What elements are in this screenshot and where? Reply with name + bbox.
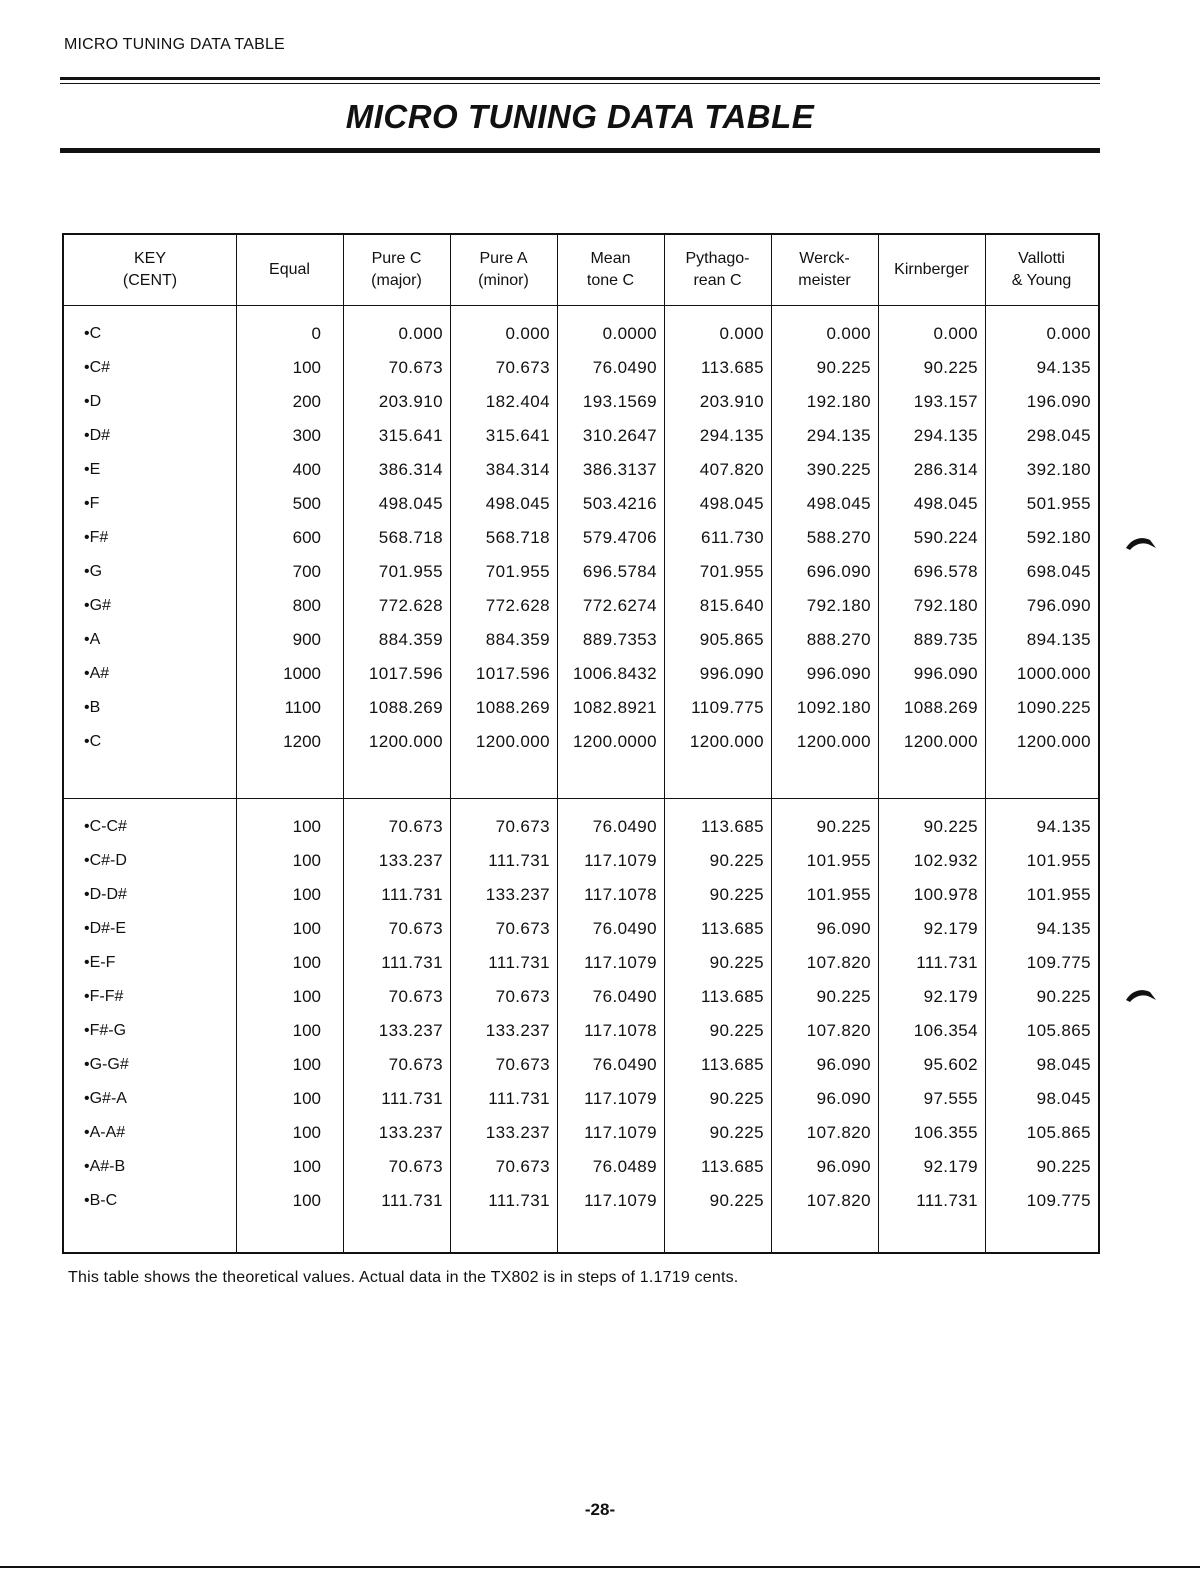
value-cell: 889.7353 [582,630,657,649]
value-cell: 70.673 [388,817,443,836]
value-cell: 111.731 [488,1191,550,1210]
value-cell: 996.090 [806,664,871,683]
value-cell: 815.640 [699,596,764,615]
table-row [64,1014,1098,1048]
value-cell: 90.225 [709,1089,764,1108]
value-cell: 772.6274 [582,596,657,615]
value-cell: 400 [292,460,321,479]
value-cell: 294.135 [806,426,871,445]
value-cell: 1200 [283,732,321,751]
table-footnote: This table shows the theoretical values. Actual data in the TX802 is in steps of 1.1719 cents. [68,1269,739,1286]
value-cell: 315.641 [485,426,550,445]
value-cell: 203.910 [699,392,764,411]
value-cell: 107.820 [806,953,871,972]
table-row [64,589,1098,623]
value-cell: 113.685 [701,987,764,1006]
value-cell: 1200.000 [1016,732,1091,751]
value-cell: 192.180 [806,392,871,411]
value-cell: 0.000 [719,324,764,343]
table-row [64,844,1098,878]
value-cell: 390.225 [806,460,871,479]
value-cell: 0.000 [1046,324,1091,343]
tuning-data-table [62,233,1100,1254]
value-cell: 1000.000 [1016,664,1091,683]
value-cell: 90.225 [709,1191,764,1210]
value-cell: 100 [292,1191,321,1210]
value-cell: 315.641 [378,426,443,445]
value-cell: 1200.000 [903,732,978,751]
value-cell: 70.673 [388,358,443,377]
value-cell: 90.225 [816,817,871,836]
value-cell: 97.555 [923,1089,978,1108]
value-cell: 100 [292,358,321,377]
key-cell: •F [84,495,100,512]
value-cell: 92.179 [923,919,978,938]
value-cell: 386.314 [378,460,443,479]
value-cell: 133.237 [485,1021,550,1040]
key-cell: •C [84,733,102,750]
value-cell: 94.135 [1036,919,1091,938]
value-cell: 117.1079 [584,953,657,972]
column-header: KEY (CENT) [122,250,178,289]
value-cell: 701.955 [378,562,443,581]
section-divider [64,798,1098,799]
value-cell: 70.673 [495,817,550,836]
value-cell: 76.0490 [592,1055,657,1074]
value-cell: 101.955 [1026,851,1091,870]
value-cell: 1109.775 [691,698,764,717]
value-cell: 193.157 [913,392,978,411]
value-cell: 107.820 [806,1123,871,1142]
value-cell: 96.090 [816,1157,871,1176]
value-cell: 1088.269 [903,698,978,717]
table-row [64,385,1098,419]
value-cell: 98.045 [1036,1089,1091,1108]
value-cell: 90.225 [1036,1157,1091,1176]
column-header: Vallotti & Young [1011,250,1072,289]
value-cell: 133.237 [378,851,443,870]
key-cell: •B-C [84,1192,118,1209]
value-cell: 90.225 [709,1021,764,1040]
value-cell: 94.135 [1036,817,1091,836]
value-cell: 772.628 [485,596,550,615]
value-cell: 1200.000 [368,732,443,751]
column-header: Pure A (minor) [478,250,529,289]
value-cell: 286.314 [913,460,978,479]
value-cell: 1017.596 [475,664,550,683]
value-cell: 107.820 [806,1191,871,1210]
value-cell: 294.135 [699,426,764,445]
column-header: Equal [269,261,310,279]
value-cell: 133.237 [378,1021,443,1040]
table-row [64,453,1098,487]
column-header: Kirnberger [894,261,969,279]
header-rule-thin [60,83,1100,84]
key-cell: •G# [84,597,111,614]
value-cell: 70.673 [495,358,550,377]
value-cell: 70.673 [388,1055,443,1074]
key-cell: •E [84,461,101,478]
value-cell: 503.4216 [582,494,657,513]
value-cell: 300 [292,426,321,445]
table-row [64,317,1098,351]
value-cell: 1200.0000 [573,732,657,751]
value-cell: 100 [292,987,321,1006]
value-cell: 100 [292,1055,321,1074]
value-cell: 70.673 [388,919,443,938]
table-row [64,351,1098,385]
value-cell: 109.775 [1026,953,1091,972]
value-cell: 95.602 [923,1055,978,1074]
margin-mark-icon [1124,986,1158,1004]
value-cell: 884.359 [378,630,443,649]
value-cell: 76.0489 [592,1157,657,1176]
table-row [64,1082,1098,1116]
page-number: -28- [584,1500,616,1519]
value-cell: 96.090 [816,1055,871,1074]
value-cell: 0.000 [398,324,443,343]
value-cell: 407.820 [699,460,764,479]
key-cell: •G [84,563,103,580]
value-cell: 113.685 [701,817,764,836]
key-cell: •F#-G [84,1022,127,1039]
value-cell: 70.673 [495,919,550,938]
key-cell: •A [84,631,101,648]
value-cell: 696.5784 [582,562,657,581]
value-cell: 498.045 [913,494,978,513]
value-cell: 1200.000 [475,732,550,751]
value-cell: 94.135 [1036,358,1091,377]
table-row [64,1150,1098,1184]
table-row [64,657,1098,691]
value-cell: 113.685 [701,1157,764,1176]
value-cell: 107.820 [806,1021,871,1040]
value-cell: 0.0000 [602,324,657,343]
value-cell: 100 [292,919,321,938]
key-cell: •A# [84,665,110,682]
value-cell: 133.237 [378,1123,443,1142]
key-cell: •D#-E [84,920,127,937]
value-cell: 133.237 [485,885,550,904]
key-cell: •C# [84,359,111,376]
value-cell: 600 [292,528,321,547]
value-cell: 90.225 [923,817,978,836]
value-cell: 200 [292,392,321,411]
value-cell: 100 [292,1089,321,1108]
value-cell: 92.179 [923,987,978,1006]
key-cell: •E-F [84,954,116,971]
value-cell: 0 [311,324,321,343]
value-cell: 111.731 [916,1191,978,1210]
value-cell: 100 [292,1157,321,1176]
value-cell: 579.4706 [582,528,657,547]
value-cell: 1006.8432 [573,664,657,683]
value-cell: 500 [292,494,321,513]
table-row [64,623,1098,657]
value-cell: 117.1079 [584,1089,657,1108]
value-cell: 76.0490 [592,358,657,377]
value-cell: 384.314 [485,460,550,479]
key-cell: •B [84,699,101,716]
value-cell: 501.955 [1026,494,1091,513]
value-cell: 701.955 [485,562,550,581]
value-cell: 90.225 [816,358,871,377]
value-cell: 772.628 [378,596,443,615]
table-row [64,555,1098,589]
value-cell: 996.090 [699,664,764,683]
value-cell: 76.0490 [592,919,657,938]
value-cell: 701.955 [699,562,764,581]
value-cell: 100 [292,1123,321,1142]
key-cell: •C [84,325,102,342]
value-cell: 796.090 [1026,596,1091,615]
value-cell: 117.1079 [584,851,657,870]
value-cell: 70.673 [388,1157,443,1176]
value-cell: 111.731 [381,885,443,904]
value-cell: 111.731 [381,953,443,972]
value-cell: 111.731 [488,851,550,870]
value-cell: 111.731 [488,953,550,972]
key-cell: •F# [84,529,109,546]
value-cell: 696.578 [913,562,978,581]
value-cell: 498.045 [806,494,871,513]
value-cell: 117.1079 [584,1191,657,1210]
value-cell: 100 [292,953,321,972]
key-cell: •A-A# [84,1124,126,1141]
value-cell: 905.865 [699,630,764,649]
key-cell: •D [84,393,102,410]
value-cell: 90.225 [816,987,871,1006]
value-cell: 90.225 [1036,987,1091,1006]
value-cell: 100 [292,851,321,870]
column-header: Werck- meister [798,250,851,289]
value-cell: 611.730 [701,528,764,547]
table-row [64,691,1098,725]
table-row [64,521,1098,555]
value-cell: 100.978 [913,885,978,904]
key-cell: •F-F# [84,988,124,1005]
page-title: MICRO TUNING DATA TABLE [345,98,815,135]
value-cell: 90.225 [709,953,764,972]
value-cell: 792.180 [913,596,978,615]
value-cell: 1092.180 [796,698,871,717]
key-cell: •C-C# [84,818,127,835]
table-row [64,725,1098,759]
value-cell: 100 [292,1021,321,1040]
value-cell: 70.673 [388,987,443,1006]
value-cell: 700 [292,562,321,581]
value-cell: 894.135 [1026,630,1091,649]
value-cell: 889.735 [913,630,978,649]
value-cell: 568.718 [485,528,550,547]
value-cell: 92.179 [923,1157,978,1176]
value-cell: 111.731 [381,1191,443,1210]
header-divider [64,305,1098,306]
value-cell: 182.404 [485,392,550,411]
value-cell: 1000 [283,664,321,683]
value-cell: 1090.225 [1016,698,1091,717]
value-cell: 498.045 [699,494,764,513]
table-row [64,419,1098,453]
value-cell: 101.955 [806,885,871,904]
table-row [64,878,1098,912]
value-cell: 76.0490 [592,987,657,1006]
value-cell: 888.270 [806,630,871,649]
value-cell: 498.045 [378,494,443,513]
value-cell: 792.180 [806,596,871,615]
value-cell: 588.270 [806,528,871,547]
value-cell: 1200.000 [796,732,871,751]
value-cell: 117.1079 [584,1123,657,1142]
value-cell: 900 [292,630,321,649]
value-cell: 106.355 [913,1123,978,1142]
key-cell: •G#-A [84,1090,127,1107]
value-cell: 298.045 [1026,426,1091,445]
column-header: Pythago- rean C [685,250,750,289]
value-cell: 117.1078 [584,885,657,904]
table-row [64,1116,1098,1150]
value-cell: 70.673 [495,987,550,1006]
value-cell: 76.0490 [592,817,657,836]
value-cell: 101.955 [806,851,871,870]
table-row [64,1048,1098,1082]
table-row [64,946,1098,980]
value-cell: 111.731 [488,1089,550,1108]
table-row [64,810,1098,844]
value-cell: 90.225 [709,885,764,904]
value-cell: 1100 [284,698,321,717]
value-cell: 294.135 [913,426,978,445]
value-cell: 592.180 [1026,528,1091,547]
value-cell: 203.910 [378,392,443,411]
value-cell: 498.045 [485,494,550,513]
value-cell: 70.673 [495,1157,550,1176]
bottom-rule [0,1566,1200,1568]
value-cell: 90.225 [709,851,764,870]
value-cell: 1017.596 [368,664,443,683]
column-header: Pure C (major) [371,250,422,289]
value-cell: 105.865 [1026,1123,1091,1142]
value-cell: 113.685 [701,919,764,938]
value-cell: 884.359 [485,630,550,649]
value-cell: 96.090 [816,919,871,938]
value-cell: 117.1078 [584,1021,657,1040]
value-cell: 0.000 [505,324,550,343]
value-cell: 698.045 [1026,562,1091,581]
title-underline-rule [60,148,1100,153]
table-row [64,487,1098,521]
key-cell: •D# [84,427,111,444]
value-cell: 100 [292,817,321,836]
value-cell: 90.225 [923,358,978,377]
value-cell: 310.2647 [582,426,657,445]
margin-mark-icon [1124,534,1158,552]
value-cell: 70.673 [495,1055,550,1074]
value-cell: 1088.269 [475,698,550,717]
value-cell: 392.180 [1026,460,1091,479]
value-cell: 1200.000 [689,732,764,751]
table-row [64,912,1098,946]
table-row [64,980,1098,1014]
table-row [64,1184,1098,1218]
value-cell: 996.090 [913,664,978,683]
value-cell: 105.865 [1026,1021,1091,1040]
key-cell: •C#-D [84,852,127,869]
value-cell: 133.237 [485,1123,550,1142]
value-cell: 1088.269 [368,698,443,717]
key-cell: •A#-B [84,1158,126,1175]
value-cell: 193.1569 [582,392,657,411]
value-cell: 96.090 [816,1089,871,1108]
value-cell: 800 [292,596,321,615]
header-rule-thick [60,77,1100,80]
key-cell: •D-D# [84,886,127,903]
value-cell: 106.354 [913,1021,978,1040]
value-cell: 109.775 [1026,1191,1091,1210]
value-cell: 1082.8921 [573,698,657,717]
running-head: MICRO TUNING DATA TABLE [64,36,285,53]
value-cell: 101.955 [1026,885,1091,904]
value-cell: 568.718 [378,528,443,547]
column-header: Mean tone C [586,250,635,289]
value-cell: 0.000 [826,324,871,343]
value-cell: 386.3137 [582,460,657,479]
value-cell: 100 [292,885,321,904]
value-cell: 0.000 [933,324,978,343]
value-cell: 113.685 [701,1055,764,1074]
value-cell: 90.225 [709,1123,764,1142]
key-cell: •G-G# [84,1056,129,1073]
value-cell: 111.731 [916,953,978,972]
value-cell: 98.045 [1036,1055,1091,1074]
value-cell: 102.932 [913,851,978,870]
value-cell: 590.224 [913,528,978,547]
value-cell: 696.090 [806,562,871,581]
value-cell: 113.685 [701,358,764,377]
value-cell: 196.090 [1026,392,1091,411]
value-cell: 111.731 [381,1089,443,1108]
